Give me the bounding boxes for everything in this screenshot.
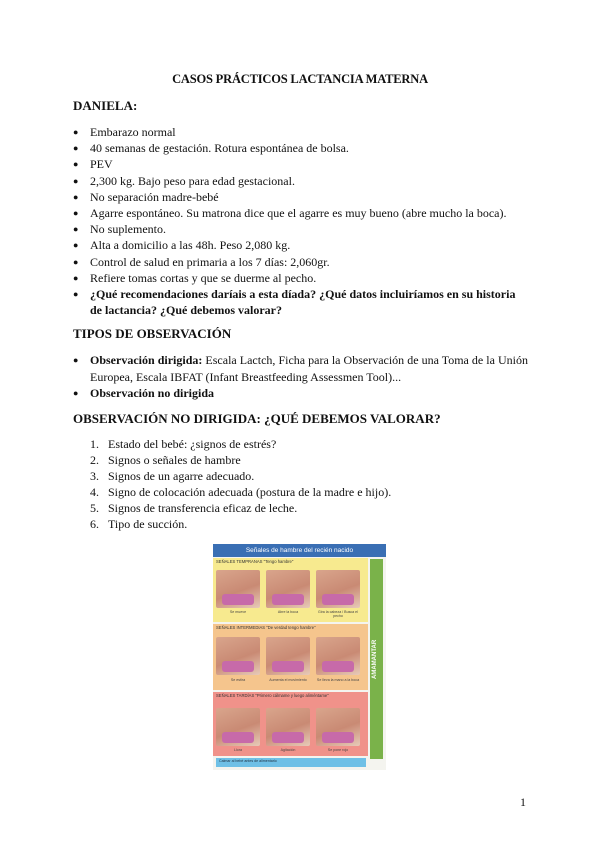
baby-photo (266, 637, 310, 675)
list-item: 6. Tipo de succión. (90, 517, 188, 531)
undirected-observation-item: ● Observación no dirigida (73, 385, 528, 402)
list-item: ● Embarazo normal (73, 124, 528, 140)
baby-photo (216, 637, 260, 675)
assessment-list (90, 436, 391, 532)
list-item: ● No separación madre-bebé (73, 189, 528, 205)
list-item: ● 2,300 kg. Bajo peso para edad gestacional. (73, 173, 528, 189)
page-number: 1 (520, 795, 526, 809)
list-item: 4. Signo de colocación adecuada (postura de la madre e hijo). (90, 485, 392, 499)
list-item: ● No suplemento. (73, 221, 528, 237)
case-details-list (73, 124, 528, 318)
list-item: ● Refiere tomas cortas y que se duerme al pecho. (73, 270, 528, 286)
baby-photo (316, 570, 360, 608)
case-question: ● ¿Qué recomendaciones daríais a esta díada? ¿Qué datos incluiríamos en su historia de lactancia? ¿Qué debemos valorar? (73, 286, 528, 318)
case-heading: DANIELA: (73, 98, 138, 113)
list-item: ● Alta a domicilio a las 48h. Peso 2,080 kg. (73, 237, 528, 253)
list-item: ● Agarre espontáneo. Su matrona dice que el agarre es muy bueno (abre mucho la boca). (73, 205, 528, 221)
early-cues-band: SEÑALES TEMPRANAS "Tengo hambre" Se mueve Abre la boca Gira la cabeza / Busca el pecho (213, 558, 368, 622)
list-item: ● Control de salud en primaria a los 7 días: 2,060gr. (73, 254, 528, 270)
intermediate-cues-band: SEÑALES INTERMEDIAS "De verdad tengo hambre" Se estira Aumenta el movimiento Se lleva la mano a la boca (213, 624, 368, 690)
baby-photo (266, 708, 310, 746)
baby-photo (216, 570, 260, 608)
baby-photo (216, 708, 260, 746)
directed-text: Escala Lactch, Ficha para la Observación de una Toma de la Unión Europea, Escala IBFAT (Infant Breastfeeding Assessmen Tool)... (90, 353, 528, 384)
list-item: 3. Signos de un agarre adecuado. (90, 469, 255, 483)
baby-photo (266, 570, 310, 608)
infographic-title: Señales de hambre del recién nacido (213, 544, 386, 557)
directed-label: Observación dirigida: (90, 353, 203, 367)
calm-baby-arrow: Calmar al bebé antes de alimentarlo (216, 758, 366, 767)
list-item: 2. Signos o señales de hambre (90, 453, 241, 467)
list-item: 1. Estado del bebé: ¿signos de estrés? (90, 437, 277, 451)
list-item: ● PEV (73, 156, 528, 172)
page-title: CASOS PRÁCTICOS LACTANCIA MATERNA (172, 72, 428, 86)
assess-heading: OBSERVACIÓN NO DIRIGIDA: ¿QUÉ DEBEMOS VALORAR? (73, 411, 441, 426)
observation-heading: TIPOS DE OBSERVACIÓN (73, 326, 232, 341)
directed-observation-item (73, 352, 528, 385)
list-item: ● 40 semanas de gestación. Rotura espontánea de bolsa. (73, 140, 528, 156)
baby-photo (316, 708, 360, 746)
hunger-cues-infographic (213, 544, 386, 770)
late-cues-band: SEÑALES TARDÍAS "Primero cálmame y luego aliméntame" Llora Agitación Se pone rojo (213, 692, 368, 756)
list-item: 5. Signos de transferencia eficaz de leche. (90, 501, 298, 515)
observation-types (73, 352, 528, 402)
breastfeed-sidebar: AMAMANTAR (370, 559, 383, 759)
baby-photo (316, 637, 360, 675)
